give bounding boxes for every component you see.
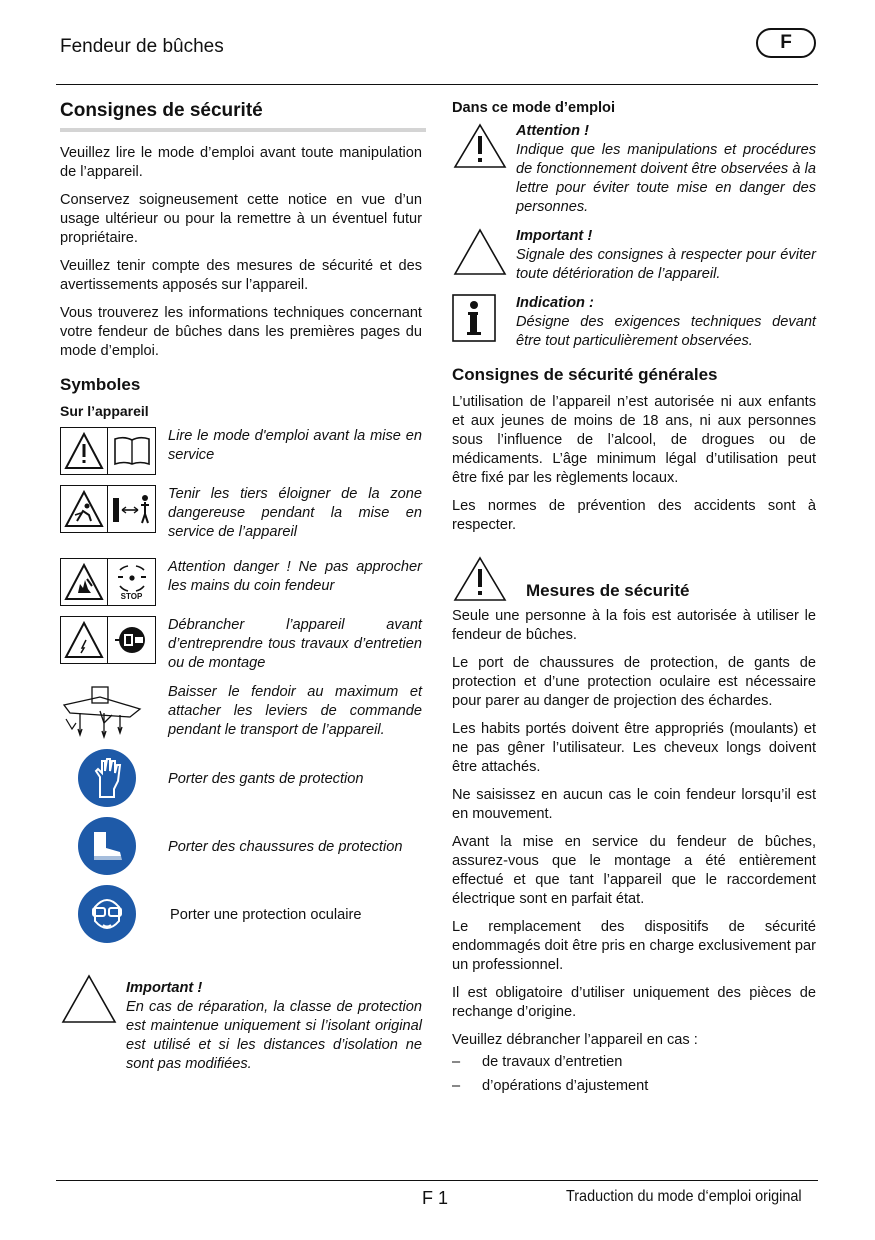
- on-device-title: Sur l’appareil: [60, 403, 149, 419]
- symbol-row: [60, 616, 422, 673]
- important-title: Important !: [126, 980, 203, 996]
- symbol-description: Porter des chaussures de protection: [168, 838, 403, 855]
- manual-book-icon: [108, 427, 156, 475]
- symbol-row: [60, 485, 422, 542]
- important-text: En cas de réparation, la classe de protection est maintenue uniquement si l’isolant original est utilisé et si les distances d’isolation ne sont pas modifiées.: [126, 999, 422, 1072]
- measures-title: Mesures de sécurité: [526, 581, 690, 600]
- note-text: Signale des consignes à respecter pour éviter toute détérioration de l’appareil.: [516, 247, 816, 282]
- symbol-description: Porter une protection oculaire: [170, 906, 362, 923]
- list-item: – d’opérations d’ajustement: [452, 1074, 816, 1098]
- symbol-row: [60, 885, 422, 945]
- intro-paragraph: Veuillez lire le mode d’emploi avant toute manipulation de l’appareil.: [60, 145, 422, 180]
- list-item: – de travaux d’entretien: [452, 1050, 816, 1074]
- transport-position-icon: [60, 683, 158, 741]
- unplug-list: [452, 1050, 816, 1098]
- measures-paragraph: Le port de chaussures de protection, de gants de protection et d’une protection oculaire est nécessaire pour parer au danger de projection des échardes.: [452, 655, 816, 709]
- symbol-description: Lire le mode d'emploi avant la mise en service: [168, 428, 422, 463]
- left-column: [60, 100, 422, 1084]
- manual-section-title: Dans ce mode d’emploi: [452, 100, 616, 116]
- indication-note: [452, 294, 816, 351]
- eye-protection-icon: [78, 885, 136, 943]
- attention-triangle-icon: [452, 122, 508, 170]
- note-title: Attention !: [516, 123, 589, 139]
- measures-paragraph: Seule une personne à la fois est autorisée à utiliser le fendeur de bûches.: [452, 608, 816, 643]
- note-title: Important !: [516, 228, 593, 244]
- stop-label: STOP: [120, 591, 143, 601]
- measures-paragraph: Avant la mise en service du fendeur de bûches, assurez-vous que le montage a été entièrement effectué et que tant l’appareil que le raccordement électrique sont en parfait état.: [452, 834, 816, 907]
- symbols-title: Symboles: [60, 375, 141, 394]
- header-rule: [56, 84, 818, 85]
- page-header-title: Fendeur de bûches: [60, 36, 224, 57]
- keep-distance-icon: [108, 485, 156, 533]
- section-title: Consignes de sécurité: [60, 100, 426, 132]
- note-text: Indique que les manipulations et procédures de fonctionnement doivent être observées à la lettre pour éviter toute mise en danger des personnes.: [516, 142, 816, 215]
- safety-boots-icon: [78, 817, 136, 875]
- attention-note: [452, 122, 816, 217]
- symbol-row: [60, 683, 422, 741]
- unplug-icon: [108, 616, 156, 664]
- measures-heading: [452, 555, 816, 603]
- info-icon: [452, 294, 496, 342]
- symbol-row: [60, 817, 422, 877]
- warning-triangle-icon: [60, 427, 108, 475]
- measures-paragraph: Ne saisissez en aucun cas le coin fendeur lorsqu’il est en mouvement.: [452, 787, 816, 822]
- important-note: [60, 973, 422, 1074]
- symbol-description: Tenir les tiers éloigner de la zone dangereuse pendant la mise en service de l’appareil: [168, 486, 422, 540]
- intro-paragraph: Vous trouverez les informations techniques concernant votre fendeur de bûches dans les premières pages du mode d’emploi.: [60, 305, 422, 359]
- stop-rotation-icon: [108, 558, 156, 606]
- caution-triangle-icon: [452, 227, 508, 277]
- symbol-description: Baisser le fendoir au maximum et attacher les leviers de commande pendant le transport de l’appareil.: [168, 684, 422, 738]
- language-badge: F: [756, 28, 816, 58]
- page-number: F 1: [422, 1188, 449, 1208]
- symbol-description: Débrancher l’appareil avant d’entreprendre tous travaux d’entretien ou de montage: [168, 617, 422, 671]
- important-note: [452, 227, 816, 284]
- note-title: Indication :: [516, 295, 594, 311]
- symbol-description: Attention danger ! Ne pas approcher les mains du coin fendeur: [168, 559, 422, 594]
- measures-paragraph: Le remplacement des dispositifs de sécurité endommagés doit être pris en charge exclusivement par un professionnel.: [452, 919, 816, 973]
- general-paragraph: Les normes de prévention des accidents sont à respecter.: [452, 498, 816, 533]
- electric-warning-icon: [60, 616, 108, 664]
- symbol-row: [60, 427, 422, 475]
- general-paragraph: L’utilisation de l’appareil n’est autorisée ni aux enfants et aux jeunes de moins de 18 ans, ni aux personnes sous l’influence de l’alcool, de drogues ou de médicaments. L’âge minimum légal d’utilisation peut être fixé par les règlements locaux.: [452, 394, 816, 486]
- attention-triangle-icon: [452, 555, 508, 603]
- hand-danger-icon: [60, 558, 108, 606]
- symbol-description: Porter des gants de protection: [168, 770, 364, 787]
- danger-zone-icon: [60, 485, 108, 533]
- footer-rule: [56, 1180, 818, 1181]
- measures-paragraph: Veuillez débrancher l’appareil en cas :: [452, 1032, 698, 1048]
- intro-paragraph: Conservez soigneusement cette notice en vue d’un usage ultérieur ou pour la remettre à un éventuel futur propriétaire.: [60, 192, 422, 246]
- caution-triangle-icon: [60, 973, 118, 1025]
- footer-note: Traduction du mode d‘emploi original: [566, 1188, 802, 1205]
- measures-paragraph: Les habits portés doivent être appropriés (moulants) et ne pas gêner l’utilisateur. Les cheveux longs doivent être attachés.: [452, 721, 816, 775]
- measures-paragraph: Il est obligatoire d’utiliser uniquement des pièces de rechange d’origine.: [452, 985, 816, 1020]
- intro-paragraph: Veuillez tenir compte des mesures de sécurité et des avertissements apposés sur l’appareil.: [60, 258, 422, 293]
- symbol-row: [60, 749, 422, 809]
- symbol-row: [60, 558, 422, 606]
- gloves-icon: [78, 749, 136, 807]
- right-column: [452, 100, 816, 1098]
- note-text: Désigne des exigences techniques devant être tout particulièrement observées.: [516, 314, 816, 349]
- general-safety-title: Consignes de sécurité générales: [452, 365, 718, 384]
